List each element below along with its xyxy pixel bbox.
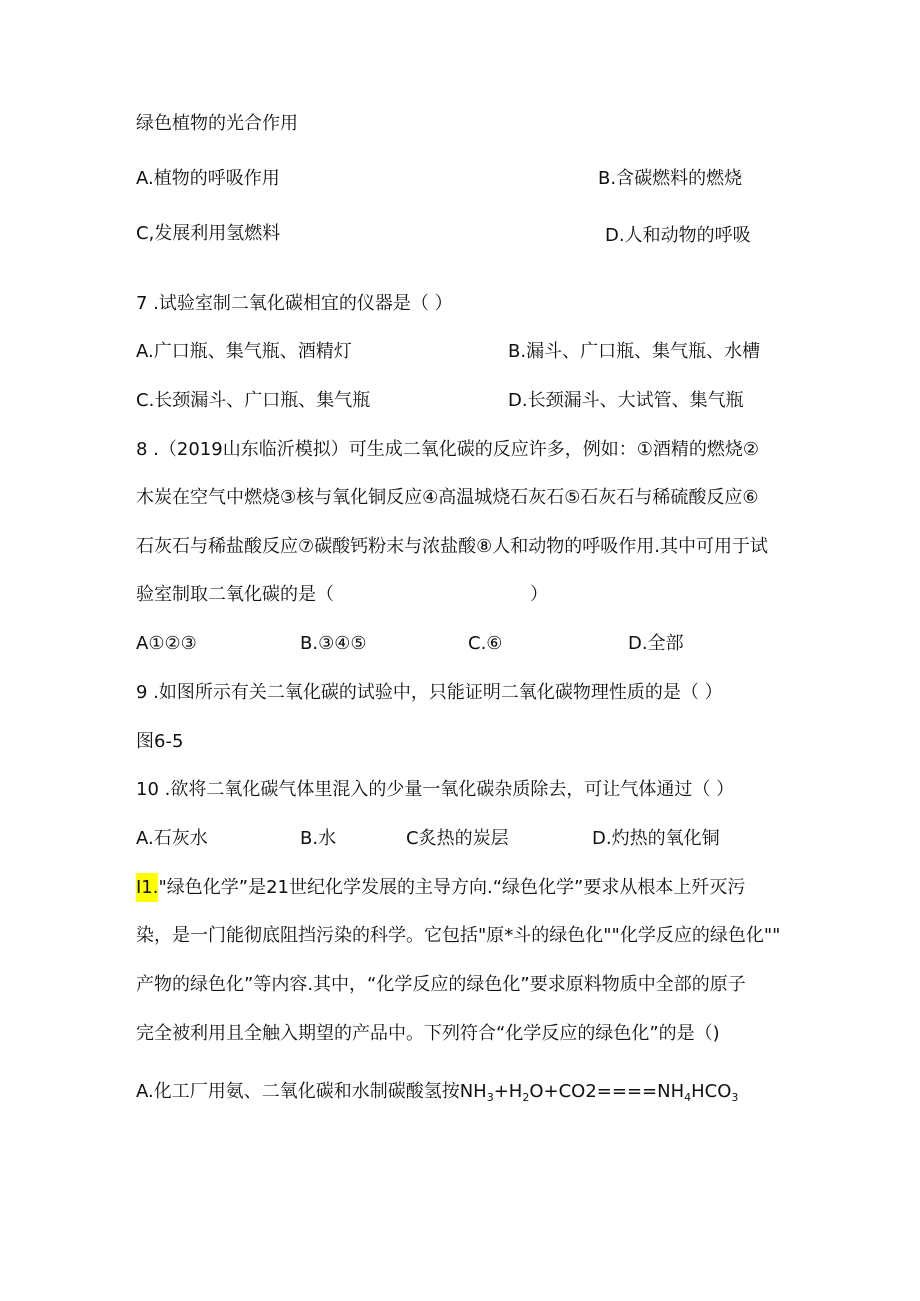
- q11-line-1-text: "绿色化学”是21世纪化学发展的主导方向.“绿色化学”要求从根本上歼灭污: [158, 877, 746, 898]
- formula-part: HCO: [691, 1081, 732, 1102]
- q7-option-a: A.广口瓶、集气瓶、酒精灯: [136, 341, 352, 362]
- q8-line-1: 8 .（2019山东临沂模拟）可生成二氧化碳的反应许多，例如：①酒精的燃烧②: [136, 439, 759, 460]
- subscript: 4: [684, 1091, 692, 1104]
- q10-option-b: B.水: [300, 828, 337, 849]
- q11-line-2: 染，是一门能彻底阻挡污染的科学。它包括"原*斗的绿色化""化学反应的绿色化"": [136, 925, 781, 946]
- q6-option-c: C,发展利用氢燃料: [136, 223, 281, 244]
- formula-part: +H: [493, 1081, 523, 1102]
- q8-option-c: C.⑥: [468, 633, 503, 654]
- q7-option-d: D.长颈漏斗、大试管、集气瓶: [508, 390, 744, 411]
- q8-line-4-close: ）: [530, 584, 548, 605]
- q6-option-b: B.含碳燃料的燃烧: [598, 168, 743, 189]
- q8-line-3: 石灰石与稀盐酸反应⑦碳酸钙粉末与浓盐酸⑧人和动物的呼吸作用.其中可用于试: [136, 536, 768, 557]
- q6-option-a: A.植物的呼吸作用: [136, 168, 280, 189]
- q6-option-d: D.人和动物的呼吸: [605, 225, 751, 246]
- subscript: 3: [486, 1091, 494, 1104]
- q10-option-a: A.石灰水: [136, 828, 208, 849]
- formula-part: O+CO2====NH: [529, 1081, 685, 1102]
- q7-option-c: C.长颈漏斗、广口瓶、集气瓶: [136, 390, 371, 411]
- q10-option-d: D.灼热的氧化铜: [592, 828, 720, 849]
- q11-option-a-text: A.化工厂用氨、二氧化碳和水制碳酸氢按NH: [136, 1081, 487, 1102]
- q9-stem: 9 .如图所示有关二氧化碳的试验中，只能证明二氧化碳物理性质的是（ ）: [136, 682, 723, 703]
- q8-line-2: 木炭在空气中燃烧③核与氧化铜反应④高温城烧石灰石⑤石灰石与稀硫酸反应⑥: [136, 487, 759, 508]
- q11-line-4: 完全被利用且全触入期望的产品中。下列符合“化学反应的绿色化”的是（): [136, 1023, 720, 1044]
- q7-option-b: B.漏斗、广口瓶、集气瓶、水槽: [508, 341, 761, 362]
- q9-figure-label: 图6-5: [136, 731, 184, 752]
- q11-option-a: [136, 1080, 738, 1110]
- q7-stem: 7 .试验室制二氧化碳相宜的仪器是（ ）: [136, 293, 453, 314]
- subscript: 2: [522, 1091, 530, 1104]
- q10-option-c: C炙热的炭层: [406, 828, 509, 849]
- q8-line-4: 验室制取二氧化碳的是（: [136, 584, 334, 605]
- q6-intro: 绿色植物的光合作用: [136, 113, 298, 134]
- q11-number-highlight: I1.: [136, 873, 158, 902]
- q8-option-d: D.全部: [628, 633, 684, 654]
- q8-option-a: A①②③: [136, 633, 197, 654]
- subscript: 3: [731, 1091, 739, 1104]
- q11-line-1: [136, 876, 745, 900]
- q11-line-3: 产物的绿色化”等内容.其中，“化学反应的绿色化”要求原料物质中全部的原子: [136, 974, 746, 995]
- q10-stem: 10 .欲将二氧化碳气体里混入的少量一氧化碳杂质除去，可让气体通过（ ）: [136, 779, 735, 800]
- q8-option-b: B.③④⑤: [300, 633, 367, 654]
